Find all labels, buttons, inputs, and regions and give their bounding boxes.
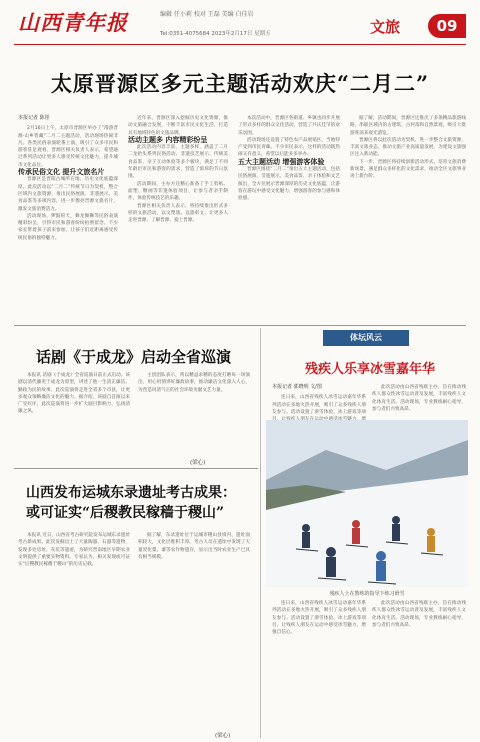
story2-col-2 (138, 372, 250, 456)
subheading: 五大主题活动 增强游客体验 (238, 157, 325, 166)
sports-col-3 (272, 600, 366, 736)
paragraph: 活动期间，主办方还精心准备了手工剪纸、面塑、糖画等非遗体验项目，让参与者亲手制作，体验传统技艺的乐趣。 (128, 181, 228, 202)
paragraph: 晋源区围绕“二月二”推出五大主题活动，包括民俗展演、非遗展示、美食品鉴、亲子体验和文艺演出，全方位展示晋源深厚的历史文化底蕴，让游客在游玩中感受文化魅力，增强游客的参与感和体验感。 (238, 167, 340, 202)
paragraph: 本报讯 近日，山西省考古研究院发布运城东录遗址考古新成果。此次发掘出土了大量陶器、石器等遗物，发现多处房址、灰坑等遗迹，为研究晋南地区早期农业文明提供了重要实物资料。专家认为，相关发现或可证实“后稷教民稼穑于稷山”的历史记载。 (18, 533, 130, 568)
paragraph: 下一步，晋源区将持续创新活动形式，培育文旅消费新场景，满足群众多样化的文化需求，推动全区文旅事业再上新台阶。 (350, 159, 466, 180)
main-byline: 本报记者 陈彤 (18, 115, 50, 121)
story2-col-1 (18, 372, 130, 462)
sports-col-1 (272, 384, 366, 418)
main-col-2 (128, 115, 228, 320)
paragraph: 活动现场，锣鼓喧天，舞龙舞狮等民俗表演精彩纷呈，引得市民和游客纷纷拍照留念。不少家长带着孩子前来参加，让孩子们近距离感受传统民俗的独特魅力。 (18, 213, 118, 241)
subheading: 活动主题多 内容精彩纷呈 (128, 135, 208, 144)
sports-section-tag: 体坛风云 (323, 330, 409, 346)
paragraph: 此次活动由山西省残联主办，旨在推动残疾人群众性冰雪运动普及发展，丰富残疾人文化体育生活。活动现场，专业教练耐心指导，参与者们兴致高昂。 (372, 601, 466, 628)
story3-headline-2: 或可证实“后稷教民稼穑于稷山” (26, 505, 225, 521)
story3-col-1 (18, 532, 130, 730)
paragraph: 据了解，东录遗址位于运城市稷山县境内，遗址面积较大，文化层堆积丰厚。考古人员在遗址中发现了大量炭化粟、黍等农作物遗存，显示出当时农业生产已具有相当规模。 (138, 533, 250, 560)
photo-caption: 残疾人士在教练的指导下练习滑雪 (329, 591, 405, 597)
paragraph: 此次活动内容丰富，主题多样，涵盖了二月二龙抬头系列民俗活动、非遗技艺展示、传统美食品鉴、亲子互动体验等多个板块，满足了不同年龄层市民和游客的需求，营造了浓厚的节日氛围。 (128, 145, 228, 180)
sports-col-2 (372, 384, 466, 418)
newspaper-logo: 山西青年报 (18, 10, 128, 35)
main-headline: 太原晋源区多元主题活动欢庆“二月二” (50, 71, 430, 96)
ski-scene-image (266, 420, 468, 587)
story2-source: (梁心) (190, 460, 206, 466)
main-col-3 (238, 115, 340, 320)
masthead (0, 0, 480, 46)
editor-line: 编辑 任小莉 校对 王磊 美编 白佳岩 (160, 11, 254, 18)
section-divider (14, 325, 466, 326)
column-divider (260, 328, 261, 738)
paragraph: 主创团队表示，将以精益求精的态度打磨每一场演出，用心用情讲好廉政故事，推动廉洁文化深入人心，为营造风清气正的社会环境贡献文艺力量。 (138, 373, 250, 393)
masthead-rule (14, 44, 466, 45)
story3-headline-1: 山西发布运城东录遗址考古成果： (26, 485, 236, 501)
subheading: 传承民俗文化 提升文旅名片 (18, 168, 105, 177)
paragraph: 活动现场还设置了特色农产品展销区，当地特产受到市民青睐。不少市民表示，这样的活动既热闹又有意义，希望以后能多多举办。 (238, 137, 340, 158)
paragraph: 此次活动由山西省残联主办，旨在推动残疾人群众性冰雪运动普及发展，丰富残疾人文化体育生活。活动现场，专业教练耐心指导，参与者们兴致高昂。 (372, 385, 466, 412)
story3-source: (梁心) (215, 733, 231, 739)
paragraph: 晋源区相关负责人表示，将持续推出形式多样的文旅活动，以文塑旅、以旅彰文，让更多人走进晋源、了解晋源、爱上晋源。 (128, 203, 228, 224)
paragraph: 本报讯 话剧《于成龙》全省巡演日前正式启动。该剧以清代廉吏于成龙为原型，讲述了他一生清正廉洁、勤政为民的故事。此次巡演将走进全省多个市县，让更多观众领略廉洁文化的魅力。据介绍，该剧自首演以来广受好评，此次巡演将进一步扩大剧目影响力，弘扬清廉之风。 (18, 373, 130, 415)
ski-photo (266, 420, 468, 587)
paragraph: 晋源区是晋阳古城所在地，历史文化底蕴深厚。此次活动以“二月二”传统节日为契机，整合区域内文旅资源，推出民俗展演、非遗展示、美食品鉴等多项内容，进一步擦亮晋源文旅名片，激发文旅消费活力。 (18, 177, 118, 212)
sports-byline: 本报记者 郭晓明 文/图 (272, 384, 322, 390)
section-name: 文旅 (370, 18, 401, 36)
story2-headline: 话剧《于成龙》启动全省巡演 (36, 348, 232, 366)
page-number: 09 (428, 14, 466, 38)
main-col-4 (350, 115, 466, 320)
main-col-1 (18, 115, 118, 320)
paragraph: 2月16日上午，太原市晋源区举办了“漫游晋源·山乡皆藏”二月二主题活动，活动现场热闹非凡。各类民俗表演轮番上演，吸引了众多市民和游客驻足观看。晋源区相关负责人表示，希望通过系列活动让更多人感受传统文化魅力，提升城市文化品位。 (18, 126, 118, 168)
paragraph: 据了解，活动期间，晋源区还推出了多条精品旅游线路，串联区域内的古建筑、古村落和自然景观，吸引大批游客前来观光游览。 (350, 116, 466, 136)
sports-headline: 残疾人乐享冰雪嘉年华 (305, 362, 436, 377)
paragraph: 近年来，晋源区深入挖掘历史文化资源，推动文旅融合发展，不断丰富市民文化生活，打造具有地域特色的文旅品牌。 (128, 116, 228, 136)
sports-col-4 (372, 600, 466, 736)
section-divider (14, 468, 258, 469)
paragraph: 本次活动中，晋源区各街道、乡镇也同步开展了形式多样的群众文化活动，营造了共庆佳节的欢乐氛围。 (238, 116, 340, 136)
paragraph: 连日来，山西省残疾人冰雪运动嘉年华系列活动在多地火热开展，吸引了众多残疾人朋友参与。活动设置了滑雪体验、冰上游戏等项目，让残疾人朋友在运动中感受冰雪魅力，增强自信心。 (272, 601, 366, 636)
story3-col-2 (138, 532, 250, 728)
paragraph: 连日来，山西省残疾人冰雪运动嘉年华系列活动在多地火热开展，吸引了众多残疾人朋友参与。活动设置了滑雪体验、冰上游戏等项 (272, 395, 366, 415)
paragraph: 晋源区将以此次活动为契机，进一步整合文旅资源，丰富文旅业态，推动文旅产业高质量发展，为建设文旅强区注入新动能。 (350, 137, 466, 158)
date-line: Tel:0351-4075684 2023年2月17日 星期五 (160, 31, 271, 37)
